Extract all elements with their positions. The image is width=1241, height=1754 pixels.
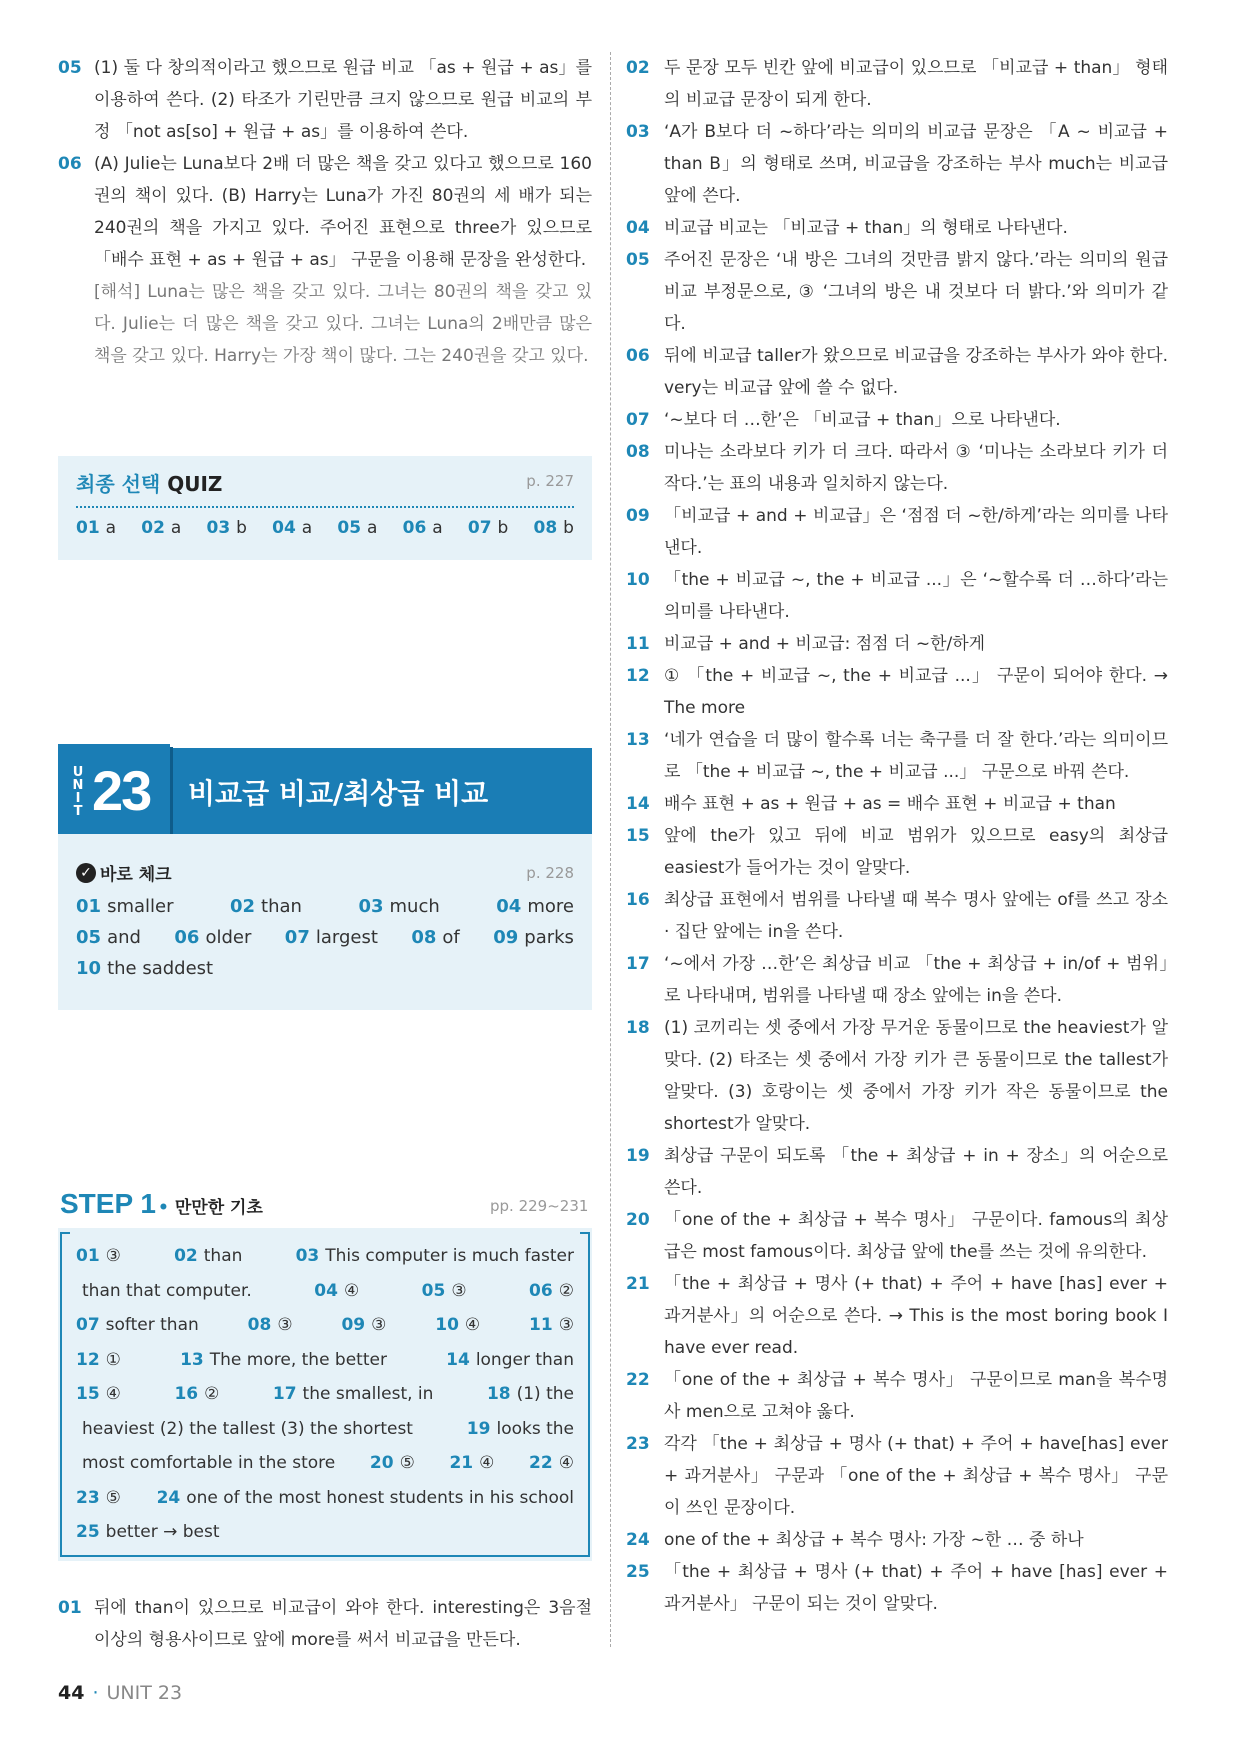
answer [534, 518, 574, 538]
item-number: 09 [626, 506, 650, 526]
answer-number: 06 [529, 1280, 553, 1301]
answer-value: (1) the [516, 1384, 574, 1404]
item-text: one of the + 최상급 + 복수 명사: 가장 ~한 … 중 하나 [664, 1530, 1084, 1550]
explanation-item [626, 660, 1168, 724]
answer-value: one of the most honest students in his school [186, 1487, 574, 1508]
item-number: 01 [58, 1598, 82, 1618]
answer-value: ④ [343, 1280, 360, 1301]
answer [411, 927, 459, 948]
final-quiz-box [58, 456, 592, 560]
answer-value: b [563, 518, 574, 538]
item-number: 25 [626, 1562, 650, 1582]
answer-number: 03 [295, 1246, 320, 1266]
left-explanations-top [58, 52, 592, 372]
explanation-item [626, 724, 1168, 788]
answer-value: a [301, 518, 313, 538]
answer [337, 518, 377, 538]
item-text: ① 「the + 비교급 ~, the + 비교급 ...」 구문이 되어야 한다. → The more [664, 666, 1168, 718]
item-number: 06 [58, 154, 82, 174]
answer-value: ③ [277, 1315, 293, 1335]
answer [272, 518, 312, 538]
quiz-page-ref: p. 227 [526, 472, 574, 490]
explanation-item [626, 244, 1168, 340]
answer-number: 25 [76, 1522, 100, 1542]
answer-value: ③ [371, 1315, 387, 1335]
answer [403, 518, 443, 538]
answer-value: ② [558, 1280, 574, 1301]
explanation-item [626, 1012, 1168, 1140]
item-number: 23 [626, 1434, 650, 1454]
answer-number: 02 [174, 1246, 198, 1266]
explanation-item [58, 276, 592, 372]
step-subtitle: • 만만한 기초 [158, 1198, 263, 1218]
explanation-item [626, 52, 1168, 116]
item-text: 미나는 소라보다 키가 더 크다. 따라서 ③ ‘미나는 소라보다 키가 더 작다.’는 표의 내용과 일치하지 않는다. [664, 442, 1168, 494]
answer-value: a [432, 518, 443, 538]
answer-value: a [170, 518, 182, 538]
quiz-answers [76, 518, 574, 538]
item-text: 주어진 문장은 ‘내 방은 그녀의 것만큼 밝지 않다.’라는 의미의 원급 비교 부정문으로, ③ ‘그녀의 방은 내 것보다 더 밝다.’와 의미가 같다. [664, 250, 1168, 334]
answer [358, 896, 439, 917]
answer-value: older [205, 927, 252, 948]
explanation-item [626, 820, 1168, 884]
item-text: 뒤에 비교급 taller가 왔으므로 비교급을 강조하는 부사가 와야 한다. very는 비교급 앞에 쓸 수 없다. [664, 346, 1168, 398]
item-text: 비교급 비교는 「비교급 + than」의 형태로 나타낸다. [664, 218, 1068, 238]
item-number: 08 [626, 442, 650, 462]
answer-number: 22 [529, 1453, 553, 1473]
answer-value: ③ [558, 1315, 574, 1335]
answer-value: a [105, 518, 117, 538]
explanation-item [626, 1364, 1168, 1428]
step-title: STEP 1 [60, 1188, 156, 1219]
item-number: 15 [626, 826, 650, 846]
answer [76, 518, 116, 538]
item-number: 22 [626, 1370, 650, 1390]
answer-number: 19 [466, 1418, 491, 1439]
answer-number: 21 [449, 1453, 474, 1473]
answer-number: 03 [206, 518, 231, 538]
item-text: ‘~에서 가장 …한’은 최상급 비교 「the + 최상급 + in/of + 범위」로 나타내며, 범위를 나타낼 때 장소 앞에는 in을 쓴다. [664, 954, 1168, 1006]
answer [207, 518, 247, 538]
answer [174, 927, 251, 948]
answer-number: 14 [446, 1349, 470, 1370]
answer-number: 01 [76, 518, 100, 538]
answer-number: 16 [174, 1384, 199, 1404]
check-row [76, 958, 574, 979]
answer-value: ④ [464, 1315, 481, 1335]
unit-title: 비교급 비교/최상급 비교 [188, 777, 489, 810]
page-footer: 44 · UNIT 23 [58, 1682, 183, 1704]
answer-value: ⑤ [399, 1453, 415, 1473]
answer-number: 01 [76, 896, 102, 917]
answer-value: largest [315, 927, 378, 948]
item-text: ‘네가 연습을 더 많이 할수록 너는 축구를 더 잘 한다.’라는 의미이므로 「the + 비교급 ~, the + 비교급 ...」 구문으로 바꿔 쓴다. [664, 730, 1168, 782]
explanation-item [626, 212, 1168, 244]
check-row [76, 927, 574, 948]
explanation-item [58, 52, 592, 148]
answer-value: ③ [451, 1280, 467, 1301]
item-text: ‘~보다 더 …한’은 「비교급 + than」으로 나타낸다. [664, 410, 1061, 430]
answer-number: 09 [493, 927, 519, 948]
answer-number: 02 [229, 896, 256, 917]
item-text: 두 문장 모두 빈칸 앞에 비교급이 있으므로 「비교급 + than」 형태의 비교급 문장이 되게 한다. [664, 58, 1168, 110]
answer-value: ④ [105, 1384, 121, 1404]
item-text: (A) Julie는 Luna보다 2배 더 많은 책을 갖고 있다고 했으므로 160권의 책이 있다. (B) Harry는 Luna가 가진 80권의 세 배가 되는 240권의 책을 가지고 있다. 주어진 표현으로 three가 있으므로 「배수 표현 + as + 원급 + as」 구문을 이용해 문장을 완성한다. [94, 154, 592, 270]
item-text: 배수 표현 + as + 원급 + as = 배수 표현 + 비교급 + than [664, 794, 1116, 814]
answer-value: the smallest, in [302, 1384, 434, 1404]
item-number: 05 [626, 250, 650, 270]
answer-number: 08 [533, 518, 558, 538]
answer-number: 07 [284, 927, 310, 948]
item-number: 11 [626, 634, 650, 654]
explanation-item [626, 564, 1168, 628]
answer-value: ① [105, 1349, 121, 1370]
answer [76, 896, 173, 917]
answer-value: longer than [475, 1349, 574, 1370]
item-number: 19 [626, 1146, 650, 1166]
answer-number: 18 [486, 1384, 511, 1404]
answer-number: 03 [358, 896, 384, 917]
answer-value: ② [204, 1384, 220, 1404]
item-number: 17 [626, 954, 650, 974]
item-number [58, 276, 94, 372]
answer-number: 08 [411, 927, 437, 948]
explanation-item [58, 1592, 592, 1656]
item-text: 최상급 표현에서 범위를 나타낼 때 복수 명사 앞에는 of를 쓰고 장소 · 집단 앞에는 in을 쓴다. [664, 890, 1168, 942]
item-number: 02 [626, 58, 650, 78]
explanation-item [626, 628, 1168, 660]
answer-value: of [442, 927, 460, 948]
quick-check-title: ✓ 바로 체크 [76, 860, 172, 885]
answer-value: better → best [105, 1522, 220, 1542]
explanation-item [626, 1204, 1168, 1268]
answer-value: ④ [479, 1453, 495, 1473]
answer-number: 06 [174, 927, 200, 948]
item-text: (1) 둘 다 창의적이라고 했으므로 원급 비교 「as + 원급 + as」를 이용하여 쓴다. (2) 타조가 기린만큼 크지 않으므로 원급 비교의 부정 「not as[so] + 원급 + as」를 이용하여 쓴다. [94, 58, 592, 142]
answer-value: smaller [107, 896, 174, 917]
answer-value: b [236, 518, 247, 538]
step-page-ref: pp. 229~231 [490, 1197, 589, 1215]
answer [76, 958, 213, 979]
answer [468, 518, 508, 538]
checkmark-icon: ✓ [76, 863, 96, 883]
answer-value: most comfortable in the store [82, 1453, 336, 1473]
item-text: 「the + 비교급 ~, the + 비교급 ...」은 ‘~할수록 더 …하다’라는 의미를 나타낸다. [664, 570, 1168, 622]
answer-number: 23 [76, 1487, 100, 1508]
answer-value: and [107, 927, 141, 948]
item-number: 18 [626, 1018, 650, 1038]
answer-number: 02 [141, 518, 165, 538]
item-number: 21 [626, 1274, 650, 1294]
answer-number: 15 [76, 1384, 100, 1404]
explanation-item [626, 1428, 1168, 1524]
explanation-item [626, 436, 1168, 500]
answer-value: than [261, 896, 302, 917]
answer-number: 04 [314, 1280, 338, 1301]
answer-value: than that computer. [82, 1280, 252, 1301]
item-number: 16 [626, 890, 650, 910]
right-explanations [626, 52, 1168, 1620]
answer-number: 06 [402, 518, 427, 538]
item-number: 07 [626, 410, 650, 430]
answer-number: 12 [76, 1349, 100, 1370]
explanation-item [626, 1556, 1168, 1620]
item-number: 10 [626, 570, 650, 590]
item-text: 각각 「the + 최상급 + 명사 (+ that) + 주어 + have[has] ever + 과거분사」 구문과 「one of the + 최상급 + 복수 명사」 구문이 쓰인 문장이다. [664, 1434, 1168, 1518]
answer-number: 05 [421, 1280, 446, 1301]
answer-value: This computer is much faster [325, 1246, 574, 1266]
left-explanations-bottom [58, 1592, 592, 1656]
answer-number: 07 [76, 1315, 100, 1335]
quiz-divider [76, 506, 574, 508]
answer-value: looks the [496, 1418, 574, 1439]
explanation-item [626, 884, 1168, 948]
check-page-ref: p. 228 [526, 864, 574, 882]
item-text: 최상급 구문이 되도록 「the + 최상급 + in + 장소」의 어순으로 쓴다. [664, 1146, 1168, 1198]
answer-value: parks [524, 927, 574, 948]
item-number: 12 [626, 666, 650, 686]
answer-number: 04 [496, 896, 522, 917]
quiz-title: 최종 선택 QUIZ [76, 472, 223, 496]
answer-number: 05 [337, 518, 362, 538]
explanation-item [626, 404, 1168, 436]
answer-number: 07 [467, 518, 492, 538]
answer-number: 11 [529, 1315, 553, 1335]
item-number: 20 [626, 1210, 650, 1230]
item-text: 「the + 최상급 + 명사 (+ that) + 주어 + have [has] ever + 과거분사」의 어순으로 쓴다. → This is the most boring book I have ever read. [664, 1274, 1168, 1358]
item-number: 05 [58, 58, 82, 78]
item-text: 뒤에 than이 있으므로 비교급이 와야 한다. interesting은 3음절 이상의 형용사이므로 앞에 more를 써서 비교급을 만든다. [94, 1598, 592, 1650]
answer-number: 17 [272, 1384, 297, 1404]
check-row [76, 896, 574, 917]
item-text: 비교급 + and + 비교급: 점점 더 ~한/하게 [664, 634, 986, 654]
answer-value: more [527, 896, 574, 917]
item-number: 24 [626, 1530, 650, 1550]
answer [230, 896, 302, 917]
unit-label: U N I T [72, 765, 84, 819]
unit-number: 23 [92, 759, 151, 822]
answer-value: than [203, 1246, 243, 1266]
quick-check-box [58, 834, 592, 1010]
item-text: 앞에 the가 있고 뒤에 비교 범위가 있으므로 easy의 최상급 easiest가 들어가는 것이 알맞다. [664, 826, 1168, 878]
explanation-item [626, 1140, 1168, 1204]
explanation-item [626, 500, 1168, 564]
answer-value: The more, the better [209, 1349, 387, 1370]
answer-value: ④ [558, 1453, 574, 1473]
item-text: [해석] Luna는 많은 책을 갖고 있다. 그녀는 80권의 책을 갖고 있다. Julie는 더 많은 책을 갖고 있다. 그녀는 Luna의 2배만큼 많은 책을 갖고 있다. Harry는 가장 책이 많다. 그는 240권을 갖고 있다. [94, 282, 592, 366]
step-frame [60, 1232, 590, 1557]
answer-number: 04 [272, 518, 296, 538]
answer-number: 05 [76, 927, 102, 948]
answer [493, 927, 574, 948]
answer-value: the saddest [107, 958, 214, 979]
explanation-item [626, 948, 1168, 1012]
item-number: 03 [626, 122, 650, 142]
item-text: (1) 코끼리는 셋 중에서 가장 무거운 동물이므로 the heaviest가 알맞다. (2) 타조는 셋 중에서 가장 키가 큰 동물이므로 the tallest가 알맞다. (3) 호랑이는 셋 중에서 가장 키가 작은 동물이므로 the shortest가 알맞다. [664, 1018, 1168, 1134]
explanation-item [626, 340, 1168, 404]
item-number: 04 [626, 218, 650, 238]
answer-value: heaviest (2) the tallest (3) the shortest [82, 1418, 413, 1439]
answer [496, 896, 574, 917]
item-text: 「the + 최상급 + 명사 (+ that) + 주어 + have [has] ever + 과거분사」 구문이 되는 것이 알맞다. [664, 1562, 1168, 1614]
item-text: ‘A가 B보다 더 ~하다’라는 의미의 비교급 문장은 「A ~ 비교급 + than B」의 형태로 쓰며, 비교급을 강조하는 부사 much는 비교급 앞에 쓴다. [664, 122, 1168, 206]
answer-number: 20 [369, 1453, 394, 1473]
explanation-item [58, 148, 592, 276]
answer-number: 13 [180, 1349, 204, 1370]
answer-value: much [389, 896, 440, 917]
answer [76, 927, 141, 948]
answer [141, 518, 181, 538]
answer-number: 10 [76, 958, 102, 979]
answer-value: ③ [105, 1246, 121, 1266]
item-text: 「one of the + 최상급 + 복수 명사」 구문이다. famous의 최상급은 most famous이다. 최상급 앞에 the를 쓰는 것에 유의한다. [664, 1210, 1168, 1262]
item-number: 06 [626, 346, 650, 366]
answer-value: a [367, 518, 378, 538]
item-text: 「비교급 + and + 비교급」은 ‘점점 더 ~한/하게’라는 의미를 나타낸다. [664, 506, 1168, 558]
answer-number: 01 [76, 1246, 100, 1266]
explanation-item [626, 1524, 1168, 1556]
item-text: 「one of the + 최상급 + 복수 명사」 구문이므로 man을 복수명사 men으로 고쳐야 옳다. [664, 1370, 1168, 1422]
answer-number: 10 [435, 1315, 459, 1335]
answer [285, 927, 378, 948]
answer-number: 24 [156, 1487, 181, 1508]
explanation-item [626, 1268, 1168, 1364]
answer-value: ⑤ [105, 1487, 121, 1508]
answer-value: softer than [105, 1315, 199, 1335]
item-number: 13 [626, 730, 650, 750]
answer-number: 09 [341, 1315, 366, 1335]
explanation-item [626, 788, 1168, 820]
column-divider [610, 52, 611, 1647]
footer-unit: UNIT 23 [106, 1682, 183, 1704]
page-number: 44 [58, 1682, 85, 1704]
explanation-item [626, 116, 1168, 212]
answer-number: 08 [247, 1315, 272, 1335]
item-number: 14 [626, 794, 650, 814]
answer-value: b [497, 518, 509, 538]
